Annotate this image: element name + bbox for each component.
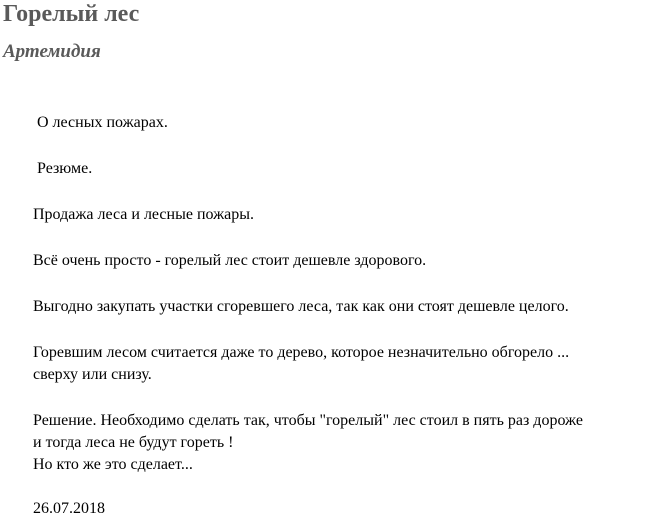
article-author: Артемидия [3, 41, 101, 62]
paragraph-summary: Резюме. [37, 160, 93, 177]
paragraph-sale-and-fires: Продажа леса и лесные пожары. [33, 206, 255, 223]
paragraph-burned-definition-line2: сверху или снизу. [33, 366, 152, 383]
paragraph-profitable: Выгодно закупать участки сгоревшего леса, так как они стоят дешевле целого. [33, 298, 569, 315]
paragraph-solution-line2: и тогда леса не будут гореть ! [33, 434, 234, 451]
paragraph-topic: О лесных пожарах. [37, 114, 168, 131]
article-date: 26.07.2018 [33, 500, 105, 517]
article-body [33, 112, 658, 476]
paragraph-solution-line1: Решение. Необходимо сделать так, чтобы "горелый" лес стоил в пять раз дороже [33, 412, 583, 429]
paragraph-simple: Всё очень просто - горелый лес стоит дешевле здорового. [33, 252, 427, 269]
paragraph-burned-definition-line1: Горевшим лесом считается даже то дерево, которое незначительно обгорело ... [33, 344, 570, 361]
article-title: Горелый лес [3, 1, 140, 27]
paragraph-solution-line3: Но кто же это сделает... [33, 456, 193, 473]
